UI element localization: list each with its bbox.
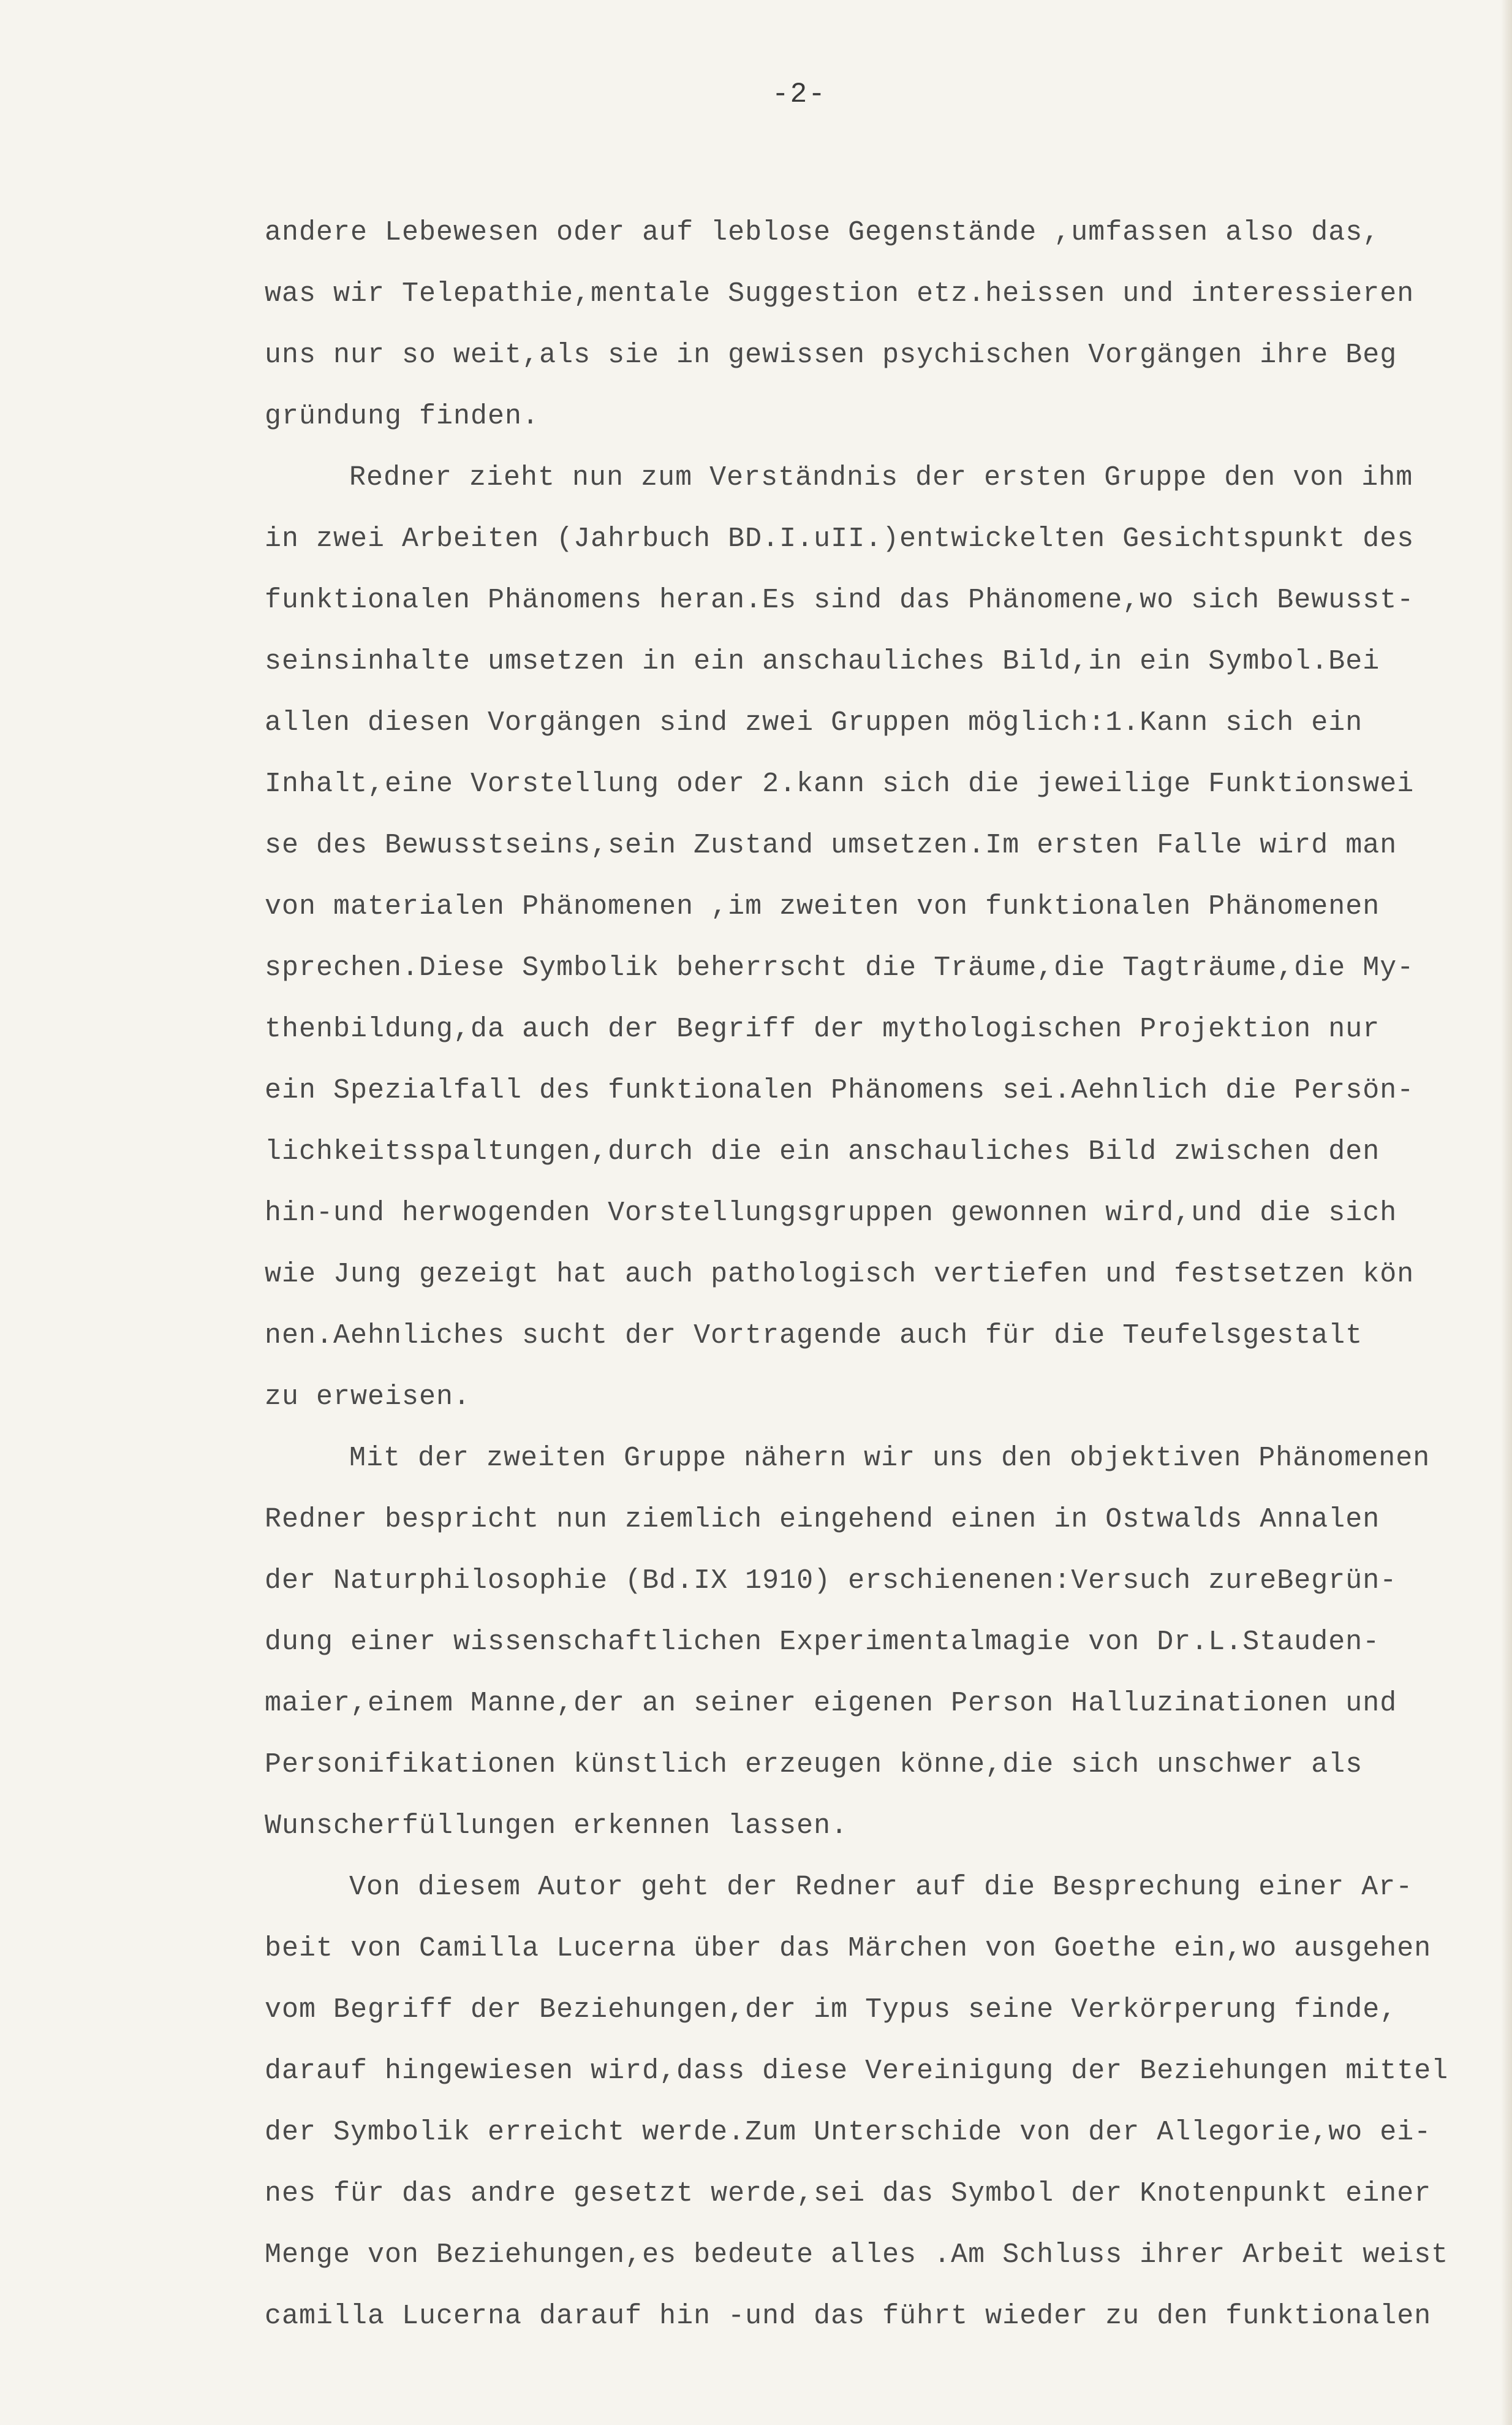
text-line: wie Jung gezeigt hat auch pathologisch vertiefen und festsetzen kön xyxy=(265,1259,1415,1290)
text-line: Wunscherfüllungen erkennen lassen. xyxy=(265,1810,849,1842)
text-line: Von diesem Autor geht der Redner auf die Besprechung einer Ar- xyxy=(349,1872,1413,1903)
text-line: maier,einem Manne,der an seiner eigenen Person Halluzinationen und xyxy=(265,1688,1397,1719)
text-line: zu erweisen. xyxy=(265,1381,471,1413)
body-text xyxy=(265,202,1496,2347)
text-line: se des Bewusstseins,sein Zustand umsetzen.Im ersten Falle wird man xyxy=(265,830,1397,861)
text-line: andere Lebewesen oder auf leblose Gegenstände ,umfassen also das, xyxy=(265,217,1380,248)
text-line: nen.Aehnliches sucht der Vortragende auch für die Teufelsgestalt xyxy=(265,1320,1363,1351)
text-line: dung einer wissenschaftlichen Experimentalmagie von Dr.L.Stauden- xyxy=(265,1626,1380,1658)
paragraph-4 xyxy=(265,1857,1496,2347)
text-line: beit von Camilla Lucerna über das Märchen von Goethe ein,wo ausgehen xyxy=(265,1933,1432,1964)
paragraph-1 xyxy=(265,202,1496,447)
text-line: ein Spezialfall des funktionalen Phänomens sei.Aehnlich die Persön- xyxy=(265,1075,1415,1106)
page-number: -2- xyxy=(772,78,826,110)
text-line: Menge von Beziehungen,es bedeute alles .Am Schluss ihrer Arbeit weist xyxy=(265,2239,1449,2271)
text-line: Personifikationen künstlich erzeugen könne,die sich unschwer als xyxy=(265,1749,1363,1780)
text-line: seinsinhalte umsetzen in ein anschauliches Bild,in ein Symbol.Bei xyxy=(265,646,1380,677)
text-line: funktionalen Phänomens heran.Es sind das Phänomene,wo sich Bewusst- xyxy=(265,585,1415,616)
paragraph-3 xyxy=(265,1428,1496,1857)
text-line: camilla Lucerna darauf hin -und das führt wieder zu den funktionalen xyxy=(265,2301,1432,2332)
paragraph-2 xyxy=(265,447,1496,1428)
text-line: uns nur so weit,als sie in gewissen psychischen Vorgängen ihre Beg xyxy=(265,340,1397,371)
text-line: lichkeitsspaltungen,durch die ein anschauliches Bild zwischen den xyxy=(265,1136,1380,1167)
text-line: der Naturphilosophie (Bd.IX 1910) erschienenen:Versuch zureBegrün- xyxy=(265,1565,1397,1596)
text-line: der Symbolik erreicht werde.Zum Unterschide von der Allegorie,wo ei- xyxy=(265,2117,1432,2148)
text-line: in zwei Arbeiten (Jahrbuch BD.I.uII.)entwickelten Gesichtspunkt des xyxy=(265,523,1415,555)
text-line: hin-und herwogenden Vorstellungsgruppen gewonnen wird,und die sich xyxy=(265,1197,1397,1229)
text-line: Mit der zweiten Gruppe nähern wir uns den objektiven Phänomenen xyxy=(349,1443,1431,1474)
text-line: Redner zieht nun zum Verständnis der ersten Gruppe den von ihm xyxy=(349,462,1413,493)
text-line: darauf hingewiesen wird,dass diese Vereinigung der Beziehungen mittel xyxy=(265,2055,1449,2087)
text-line: Inhalt,eine Vorstellung oder 2.kann sich die jeweilige Funktionswei xyxy=(265,768,1415,800)
text-line: vom Begriff der Beziehungen,der im Typus seine Verkörperung finde, xyxy=(265,1994,1397,2025)
text-line: thenbildung,da auch der Begriff der mythologischen Projektion nur xyxy=(265,1014,1380,1045)
text-line: von materialen Phänomenen ,im zweiten von funktionalen Phänomenen xyxy=(265,891,1380,922)
text-line: sprechen.Diese Symbolik beherrscht die Träume,die Tagträume,die My- xyxy=(265,952,1415,984)
text-line: nes für das andre gesetzt werde,sei das Symbol der Knotenpunkt einer xyxy=(265,2178,1432,2209)
text-line: gründung finden. xyxy=(265,401,540,432)
text-line: Redner bespricht nun ziemlich eingehend einen in Ostwalds Annalen xyxy=(265,1504,1380,1535)
text-line: allen diesen Vorgängen sind zwei Gruppen möglich:1.Kann sich ein xyxy=(265,707,1363,738)
text-line: was wir Telepathie,mentale Suggestion etz.heissen und interessieren xyxy=(265,278,1415,309)
page-edge-shadow xyxy=(1501,0,1512,2425)
